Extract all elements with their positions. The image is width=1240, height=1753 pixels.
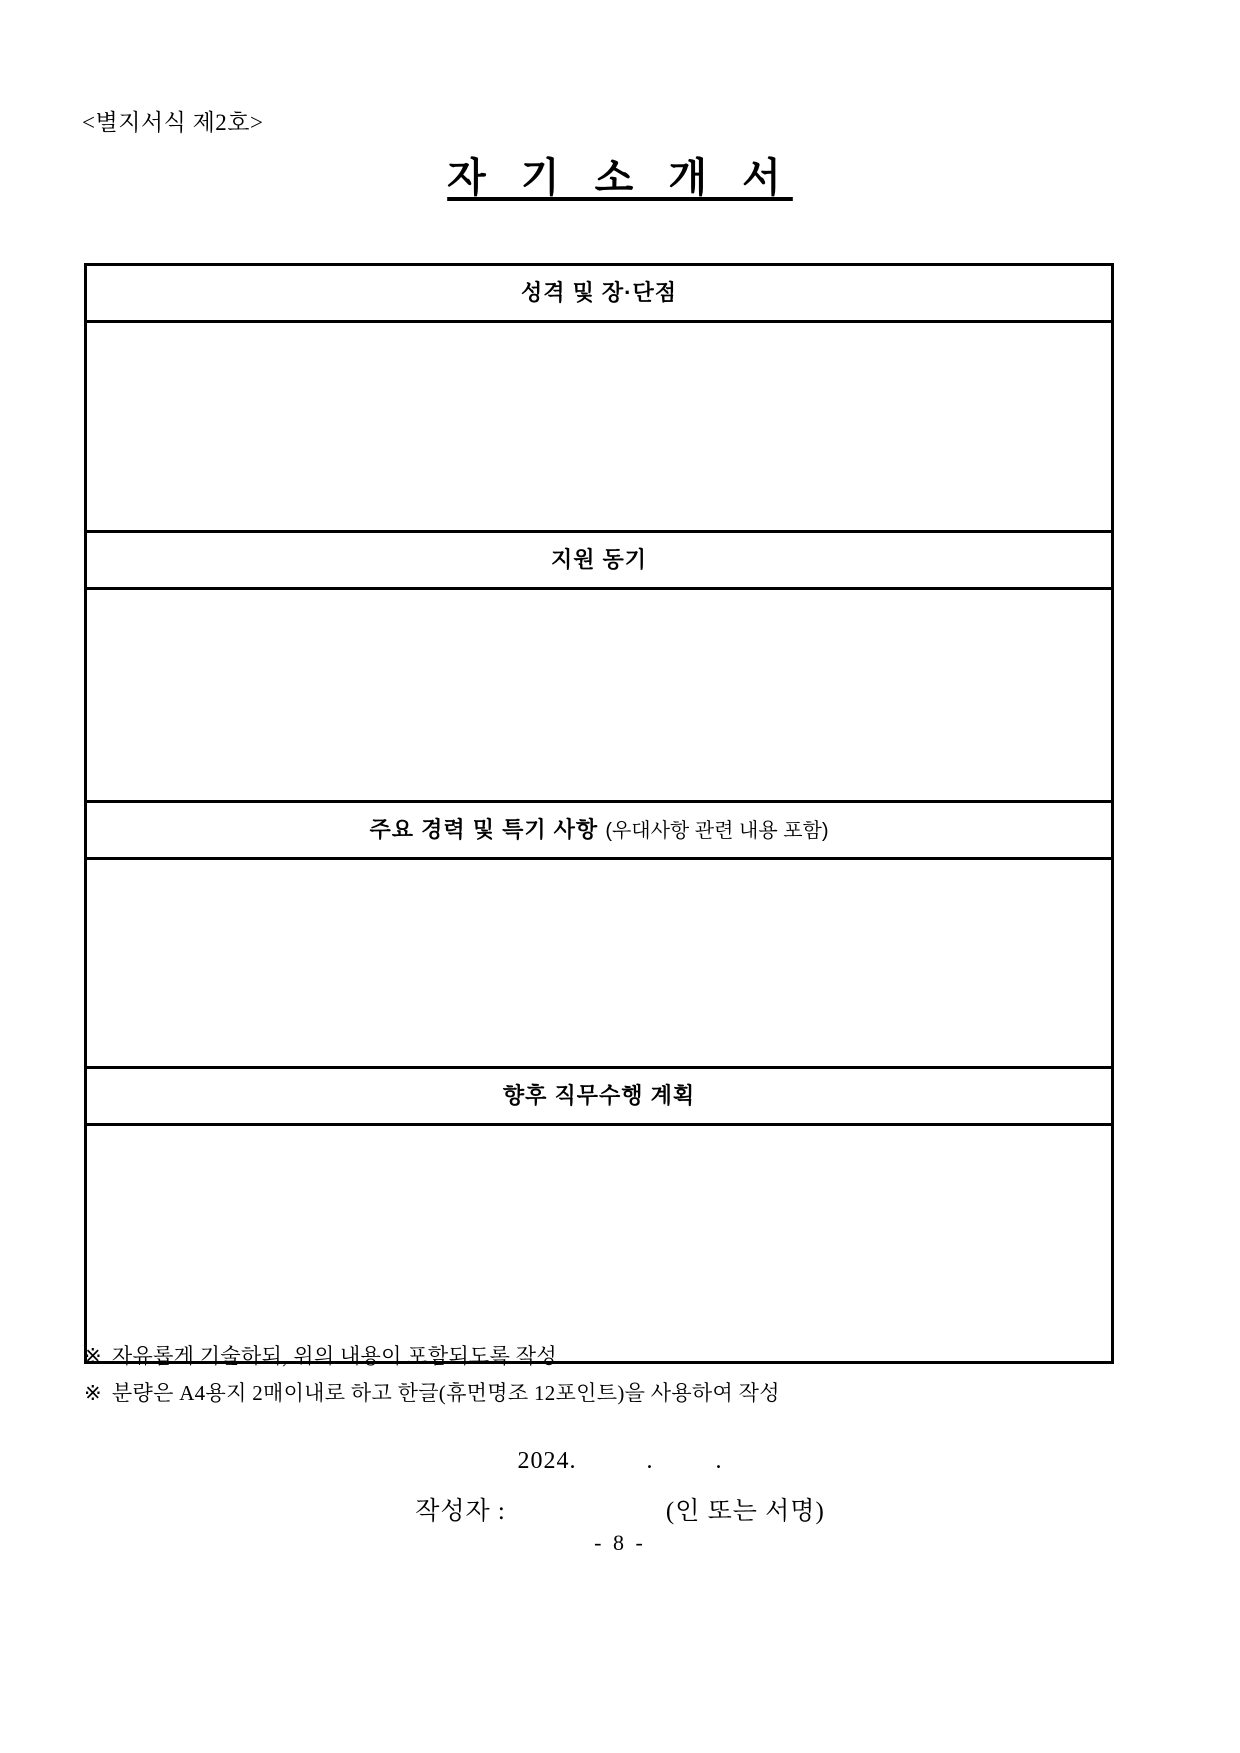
page-title: 자 기 소 개 서 xyxy=(447,156,793,200)
date-line xyxy=(0,1448,1240,1475)
self-introduction-table xyxy=(84,263,1114,1364)
note-item xyxy=(84,1375,1124,1412)
section-body-motivation[interactable] xyxy=(87,590,1111,803)
section-heading-label: 향후 직무수행 계획 xyxy=(502,1083,696,1108)
page-number: - 8 - xyxy=(594,1530,646,1555)
date-year: 2024. xyxy=(517,1448,577,1474)
date-month-dot: . xyxy=(646,1448,654,1474)
date-day-dot: . xyxy=(715,1448,723,1474)
notes-block xyxy=(84,1338,1124,1412)
signature-line xyxy=(0,1491,1240,1527)
section-header-career xyxy=(87,803,1111,860)
section-header-motivation xyxy=(87,533,1111,590)
note-text: 분량은 A4용지 2매이내로 하고 한글(휴먼명조 12포인트)을 사용하여 작성 xyxy=(111,1380,780,1405)
seal-note: (인 또는 서명) xyxy=(665,1498,825,1525)
section-body-career[interactable] xyxy=(87,860,1111,1069)
note-mark-icon: ※ xyxy=(84,1344,102,1368)
section-personality xyxy=(87,266,1111,533)
section-heading-sublabel: (우대사항 관련 내용 포함) xyxy=(605,820,829,842)
section-heading-label: 성격 및 장·단점 xyxy=(520,280,678,305)
section-body-future-plan[interactable] xyxy=(87,1126,1111,1361)
section-heading-label: 주요 경력 및 특기 사항 xyxy=(369,817,599,842)
section-header-personality xyxy=(87,266,1111,323)
form-code: <별지서식 제2호> xyxy=(82,110,264,135)
section-heading-label: 지원 동기 xyxy=(550,547,648,572)
section-future-plan xyxy=(87,1069,1111,1361)
note-item xyxy=(84,1338,1124,1375)
section-body-personality[interactable] xyxy=(87,323,1111,533)
section-career xyxy=(87,803,1111,1069)
section-motivation xyxy=(87,533,1111,803)
note-mark-icon: ※ xyxy=(84,1380,102,1405)
section-header-future-plan xyxy=(87,1069,1111,1126)
writer-label: 작성자 : xyxy=(415,1498,506,1525)
note-text: 자유롭게 기술하되, 위의 내용이 포함되도록 작성 xyxy=(111,1344,557,1368)
